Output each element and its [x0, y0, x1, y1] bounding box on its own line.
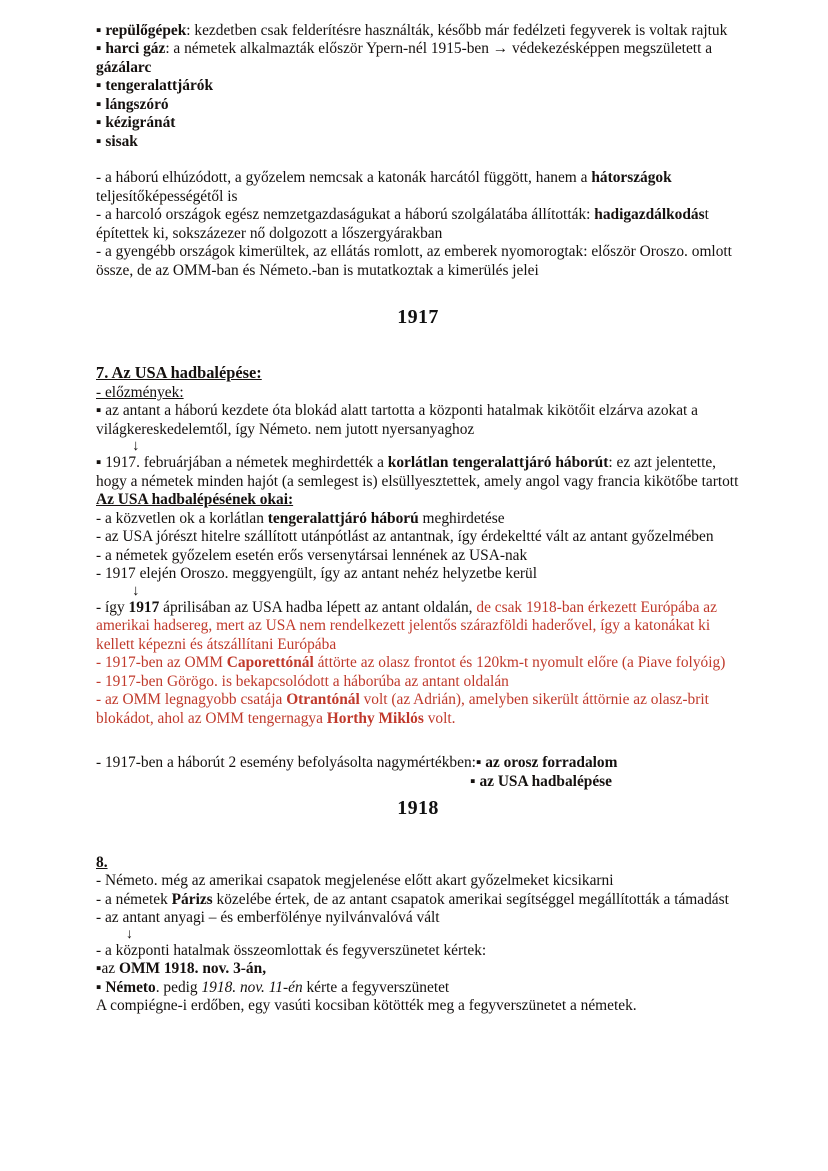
usa-entry-1917-line — [96, 599, 740, 654]
usa-entry-section — [96, 363, 740, 598]
weapons-list — [96, 22, 740, 151]
subheading-usa-reasons: Az USA hadbalépésének okai: — [96, 491, 294, 509]
home-front-line-1 — [96, 169, 740, 206]
home-front-block — [96, 169, 740, 280]
spacer — [96, 151, 740, 169]
home-front-line-3: - a gyengébb országok kimerültek, az ellátás romlott, az emberek nyomorogtak: először Oroszo. omlott össze, de az OMM-ban és Németo.-ban is mutatkoztak a kimerülés jelei — [96, 243, 732, 279]
otranto-a: - az OMM legnagyobb csatája — [96, 691, 287, 709]
year-1917-inline: 1917 — [128, 598, 160, 616]
home-front-line-1-a: - a háború elhúzódott, a győzelem nemcsak a katonák harcától függött, hanem a — [96, 169, 592, 187]
otranto-line — [96, 691, 740, 728]
bullet-glyph: ▪ — [96, 95, 102, 113]
bullet-glyph: ▪ — [96, 132, 102, 150]
term-horthy-miklos: Horthy Miklós — [326, 709, 424, 727]
greece-line: - 1917-ben Görögo. is bekapcsolódott a háborúba az antant oldalán — [96, 672, 509, 690]
germany-bullet: ▪ — [96, 978, 106, 996]
reason-1 — [96, 510, 740, 528]
reason-3: - a németek győzelem esetén erős versenytársai lennének az USA-nak — [96, 546, 528, 564]
caporetto-b: áttörte az olasz frontot és 120km-t nyomult előre (a Piave folyóig) — [313, 654, 726, 672]
otranto-c: volt. — [423, 709, 456, 727]
term-parizs: Párizs — [171, 890, 213, 908]
caporetto-line — [96, 654, 740, 672]
uboat-line-b: : ez azt jelentette, hogy a németek minden hajót (a semlegest is) elsüllyesztettek, amely angol vagy francia kikötőbe tartott — [96, 454, 739, 490]
section-8-block — [96, 854, 740, 1016]
year-heading-1918: 1918 — [397, 796, 439, 819]
uboat-line-a: ▪ 1917. februárjában a németek meghirdették a — [96, 454, 388, 472]
term-flamethrower: lángszóró — [105, 95, 169, 113]
term-caporetto: Caporettónál — [226, 654, 314, 672]
germany-b: . pedig — [155, 978, 202, 996]
usa-entry-a: - így — [96, 598, 129, 616]
home-front-line-2-a: - a harcoló országok egész nemzetgazdaságukat a háború szolgálatába állították: — [96, 206, 595, 224]
list-item-aircraft — [96, 22, 740, 40]
list-item-flamethrower — [96, 96, 740, 114]
bullet-glyph: ▪ — [96, 40, 102, 58]
germany-armistice-date: 1918. nov. 11-én — [201, 978, 303, 996]
home-front-line-2 — [96, 206, 740, 243]
event-russian-revolution: ▪ az orosz forradalom — [475, 754, 618, 772]
term-uboat-war: tengeralattjáró háború — [267, 509, 419, 527]
usa-entry-red-note: de csak 1918-ban érkezett Európába az amerikai hadsereg, mert az USA nem rendelkezett jelentős szárazföldi haderővel, így a katonákat ki kellett képezni és átszállítani Európába — [96, 598, 717, 653]
section-8-line-2 — [96, 891, 740, 909]
down-arrow-icon-3: ↓ — [126, 926, 133, 942]
omm-armistice-date: OMM 1918. nov. 3-án, — [118, 960, 267, 978]
section-8-line-2-b: közelébe értek, de az antant csapatok amerikai segítséggel megállították a támadást — [212, 890, 729, 908]
bullet-glyph: ▪ — [96, 77, 102, 95]
section-8-line-2-a: - a németek — [96, 890, 172, 908]
section-8-line-1: - Németo. még az amerikai csapatok megjelenése előtt akart győzelmeket kicsikarni — [96, 872, 614, 890]
two-events-lead: - 1917-ben a háborút 2 esemény befolyásolta nagymértékben: — [96, 754, 476, 772]
event-usa-entry: ▪ az USA hadbalépése — [470, 772, 612, 790]
spacer — [96, 280, 740, 306]
blockade-line: ▪ az antant a háború kezdete óta blokád alatt tartotta a központi hatalmak kikötőit elzárva azokat a világkereskedelemtől, így Németo. nem jutott nyersanyaghoz — [96, 402, 699, 438]
usa-entry-b: áprilisában az USA hadba lépett az antant oldalán, — [159, 598, 477, 616]
term-submarine: tengeralattjárók — [105, 77, 214, 95]
down-arrow-icon: ↓ — [132, 438, 140, 455]
spacer — [96, 329, 740, 363]
bullet-glyph: ▪ — [96, 22, 102, 39]
term-hadigazdalkodas: hadigazdálkodás — [594, 206, 705, 224]
reason-2: - az USA jórészt hitelre szállított utánpótlást az antantnak, így érdekeltté vált az antant győzelmében — [96, 528, 714, 546]
section-heading-7: 7. Az USA hadbalépése: — [96, 363, 262, 383]
section-8-line-4: - a központi hatalmak összeomlottak és fegyverszünetet kértek: — [96, 941, 487, 959]
list-item-grenade — [96, 114, 740, 132]
red-annotation-block — [96, 599, 740, 728]
term-gas-desc: : a németek alkalmazták először Ypern-nél 1915-ben → védekezésképpen megszületett a — [165, 40, 713, 58]
home-front-line-1-b: teljesítőképességétől is — [96, 187, 238, 205]
germany-armistice-line — [96, 979, 740, 997]
uboat-line — [96, 454, 740, 491]
section-8-line-3: - az antant anyagi – és emberfölénye nyilvánvalóvá vált — [96, 909, 440, 927]
term-korlatlan-tengeralattjaro-haboru: korlátlan tengeralattjáró háborút — [387, 454, 609, 472]
omm-armistice-line — [96, 960, 740, 978]
term-grenade: kézigránát — [105, 114, 176, 132]
term-gasmask: gázálarc — [96, 58, 152, 76]
subheading-antecedents: - előzmények: — [96, 383, 184, 401]
reason-4: - 1917 elején Oroszo. meggyengült, így az antant nehéz helyzetbe kerül — [96, 565, 538, 583]
term-otranto: Otrantónál — [286, 691, 360, 709]
spacer — [96, 728, 740, 754]
term-helmet: sisak — [105, 132, 138, 150]
year-heading-1917: 1917 — [397, 306, 439, 329]
bullet-glyph: ▪ — [96, 114, 102, 132]
down-arrow-icon-2: ↓ — [132, 582, 140, 599]
term-aircraft: repülőgépek — [105, 22, 187, 39]
term-hatorszagok: hátországok — [591, 169, 672, 187]
otranto-b: volt (az Adrián), amelyben sikerült áttörnie az olasz-brit blokádot, ahol az OMM tengernagya — [96, 691, 709, 727]
spacer — [96, 820, 740, 854]
reason-1-b: meghirdetése — [418, 509, 505, 527]
reason-1-a: - a közvetlen ok a korlátlan — [96, 509, 268, 527]
list-item-helmet — [96, 133, 740, 151]
term-aircraft-desc: : kezdetben csak felderítésre használták, később már fedélzeti fegyverek is voltak rajtuk — [186, 22, 728, 39]
home-front-line-2-b: t építettek ki, sokszázezer nő dolgozott a lőszergyárakban — [96, 206, 709, 242]
compiegne-line: A compiégne-i erdőben, egy vasúti kocsiban kötötték meg a fegyverszünetet a németek. — [96, 997, 637, 1015]
caporetto-a: - 1917-ben az OMM — [96, 654, 227, 672]
list-item-gas — [96, 40, 740, 77]
list-item-submarine — [96, 77, 740, 95]
term-gas: harci gáz — [105, 40, 166, 58]
two-events-line — [96, 754, 740, 772]
term-nemeto: Németo — [105, 978, 156, 996]
omm-a: ▪az — [96, 960, 119, 978]
section-heading-8: 8. — [96, 853, 108, 871]
two-events-block — [96, 754, 740, 791]
germany-c: kérte a fegyverszünetet — [302, 978, 450, 996]
